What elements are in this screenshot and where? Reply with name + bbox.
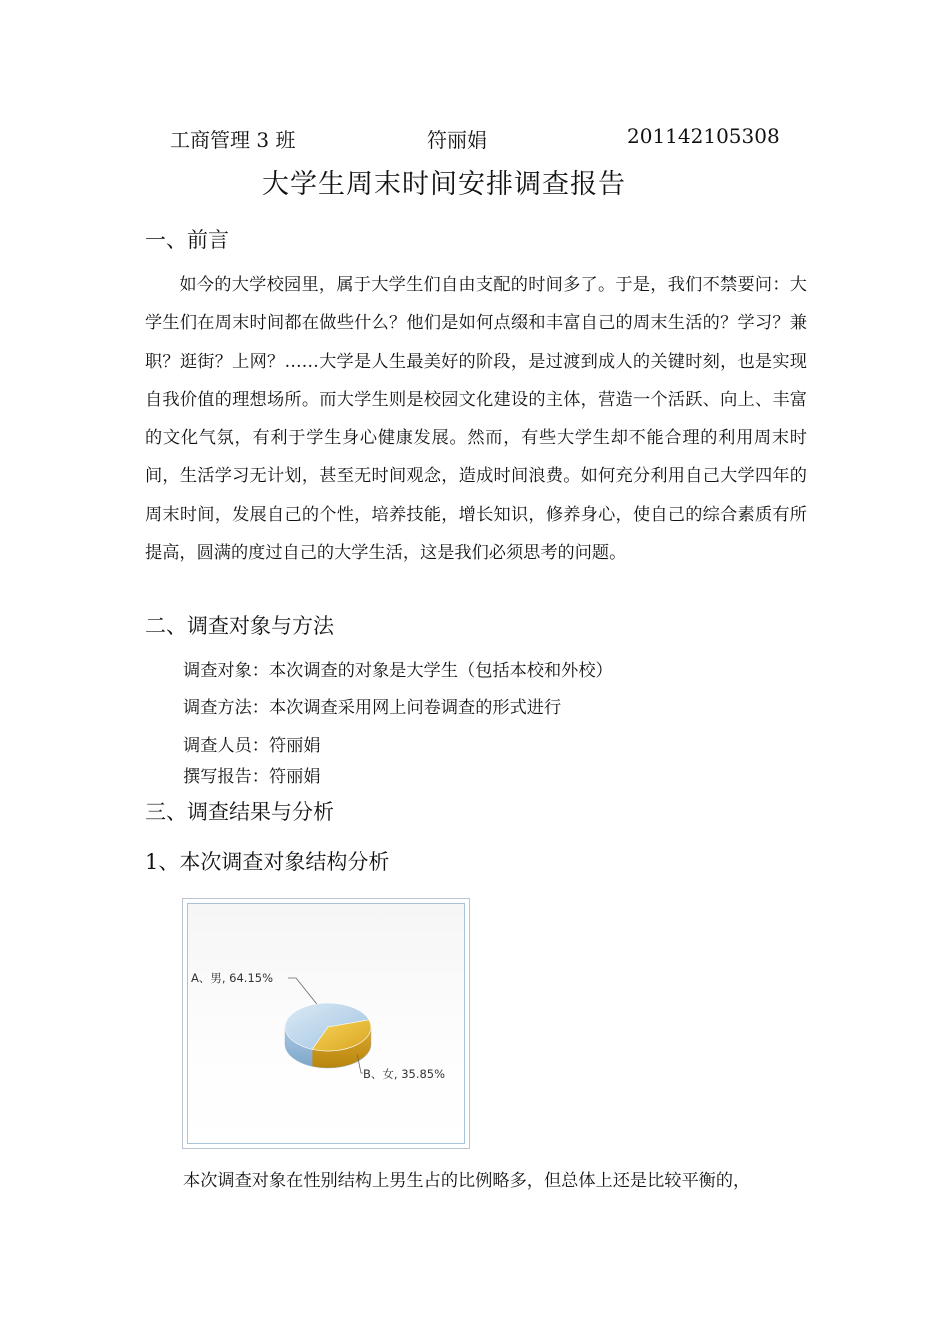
pie-chart-svg bbox=[183, 899, 471, 1150]
label-female: B、女, 35.85% bbox=[363, 1067, 446, 1081]
gender-pie-chart bbox=[182, 898, 470, 1149]
preface-paragraph: 如今的大学校园里，属于大学生们自由支配的时间多了。于是，我们不禁要问：大学生们在周末时间都在做些什么？他们是如何点缀和丰富自己的周末生活的？学习？兼职？逛街？上网？……大学是人生最美好的阶段，是过渡到成人的关键时刻，也是实现自我价值的理想场所。而大学生则是校园文化建设的主体，营造一个活跃、向上、丰富的文化气氛，有利于学生身心健康发展。然而，有些大学生却不能合理的利用周末时间，生活学习无计划，甚至无时间观念，造成时间浪费。如何充分利用自己大学四年的周末时间，发展自己的个性，培养技能，增长知识，修养身心，使自己的综合素质有所提高，圆满的度过自己的大学生活，这是我们必须思考的问题。 bbox=[145, 275, 807, 564]
section-heading-preface: 一、前言 bbox=[145, 228, 229, 252]
label-male-leader bbox=[288, 978, 317, 1004]
method-item-method: 调查方法：本次调查采用网上问卷调查的形式进行 bbox=[183, 698, 562, 718]
class-name: 工商管理 3 班 bbox=[170, 128, 296, 152]
section-heading-results: 三、调查结果与分析 bbox=[145, 800, 334, 824]
method-item-author: 撰写报告：符丽娟 bbox=[183, 767, 321, 787]
method-item-investigator: 调查人员：符丽娟 bbox=[183, 736, 321, 756]
label-male: A、男, 64.15% bbox=[191, 971, 274, 985]
subsection-heading-structure: 1、本次调查对象结构分析 bbox=[145, 850, 390, 874]
student-id: 201142105308 bbox=[627, 124, 780, 148]
student-name: 符丽娟 bbox=[427, 128, 487, 152]
analysis-paragraph: 本次调查对象在性别结构上男生占的比例略多，但总体上还是比较平衡的， bbox=[183, 1171, 751, 1191]
document-title: 大学生周末时间安排调查报告 bbox=[262, 169, 626, 200]
method-item-subject: 调查对象：本次调查的对象是大学生（包括本校和外校） bbox=[183, 661, 613, 681]
section-heading-method: 二、调查对象与方法 bbox=[145, 614, 334, 638]
